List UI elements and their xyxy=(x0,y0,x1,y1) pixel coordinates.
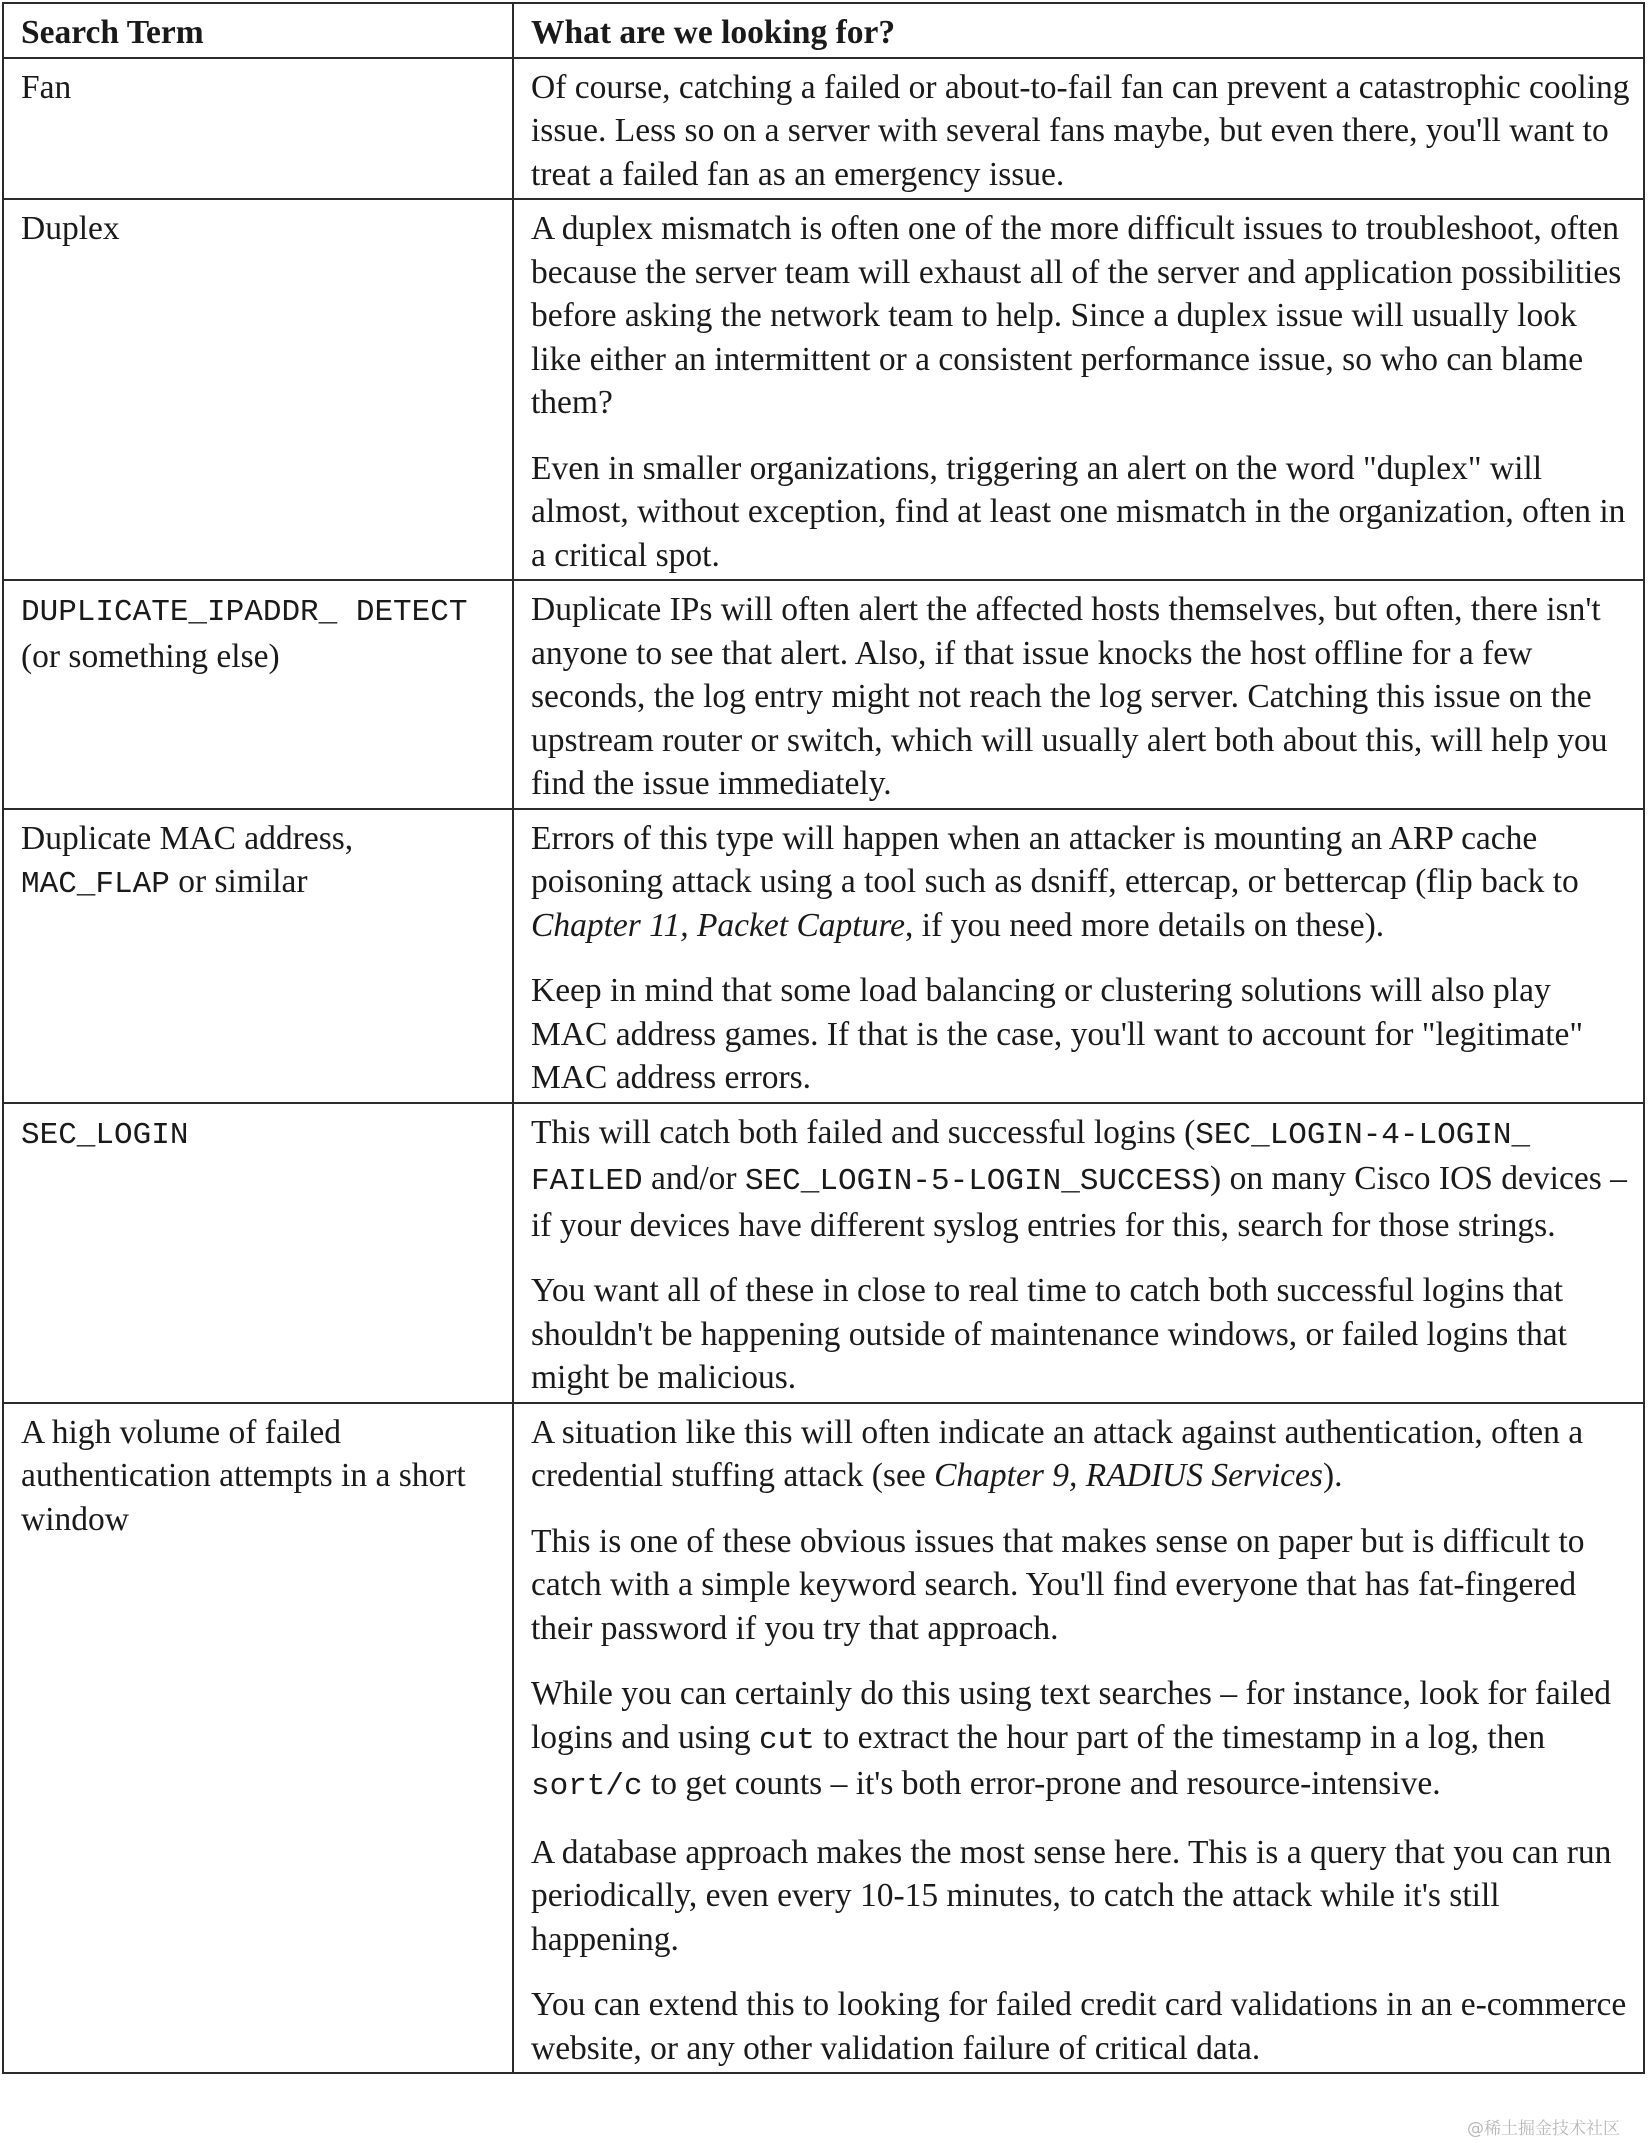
term-text: A high volume of failed authentication attempts in a short window xyxy=(21,1413,466,1538)
term-text xyxy=(21,588,502,678)
inline-code: SEC_LOGIN-4-LOGIN_ FAILED xyxy=(531,1117,1531,1199)
description-cell xyxy=(513,1103,1644,1403)
description-cell xyxy=(513,809,1644,1103)
term-cell xyxy=(3,1103,513,1403)
text-run: ). xyxy=(1322,1457,1343,1494)
table-row xyxy=(3,1103,1644,1403)
term-cell xyxy=(3,580,513,809)
description-paragraph: Even in smaller organizations, triggering an alert on the word "duplex" will almost, without exception, find at least one mismatch in the organization, often in a critical spot. xyxy=(531,449,1626,574)
description-paragraph: A database approach makes the most sense here. This is a query that you can run periodically, even every 10-15 minutes, to catch the attack while it's still happening. xyxy=(531,1833,1612,1958)
description-paragraph: Keep in mind that some load balancing or clustering solutions will also play MAC address games. If that is the case, you'll want to account for "legitimate" MAC address errors. xyxy=(531,972,1584,1096)
chapter-reference: Chapter 11, Packet Capture xyxy=(531,906,906,944)
table-row xyxy=(3,1403,1644,2074)
description-cell xyxy=(513,1403,1644,2074)
description-paragraph: Duplicate IPs will often alert the affected hosts themselves, but often, there isn't anyone to see that alert. Also, if that issue knocks the host offline for a few seconds, the log entry might not reach the log server. Catching this issue on the upstream router or switch, which will usually alert both about this, will help you find the issue immediately. xyxy=(531,591,1608,802)
inline-code: SEC_LOGIN-5-LOGIN_SUCCESS xyxy=(744,1164,1211,1199)
term-cell xyxy=(3,58,513,200)
term-code: DUPLICATE_IPADDR_ DETECT xyxy=(21,595,468,630)
search-term-table xyxy=(2,2,1645,2074)
text-run: This will catch both failed and successful logins ( xyxy=(531,1113,1196,1151)
inline-code: cut xyxy=(759,1722,815,1758)
term-cell xyxy=(3,809,513,1103)
term-text: Duplex xyxy=(21,210,120,247)
term-cell xyxy=(3,199,513,580)
description-paragraph: You can extend this to looking for failed credit card validations in an e-commerce website, or any other validation failure of critical data. xyxy=(531,1986,1627,2067)
term-text xyxy=(21,1111,502,1158)
description-paragraph xyxy=(531,1672,1635,1809)
chapter-reference: Chapter 9, RADIUS Services xyxy=(934,1457,1323,1494)
term-cell xyxy=(3,1403,513,2074)
text-run: and/or xyxy=(642,1160,745,1197)
text-run: A situation like this will often indicate an attack against authentication, often a credential stuffing attack (see xyxy=(531,1413,1584,1494)
term-suffix: or similar xyxy=(169,863,308,900)
description-paragraph: This is one of these obvious issues that makes sense on paper but is difficult to catch with a simple keyword search. You'll find everyone that has fat-fingered their password if you try that approach. xyxy=(531,1522,1585,1647)
term-suffix: (or something else) xyxy=(21,637,280,675)
description-cell xyxy=(513,199,1644,580)
description-paragraph xyxy=(531,1411,1635,1498)
watermark: @稀土掘金技术社区 xyxy=(1467,2119,1620,2139)
description-paragraph: You want all of these in close to real time to catch both successful logins that shouldn't be happening outside of maintenance windows, or failed logins that might be malicious. xyxy=(531,1272,1567,1396)
text-run: While you can certainly do this using text searches – for instance, look for failed logins and using xyxy=(531,1675,1612,1756)
text-run: , if you need more details on these). xyxy=(905,906,1385,944)
description-cell xyxy=(513,58,1644,200)
description-paragraph xyxy=(531,817,1635,948)
description-paragraph: Of course, catching a failed or about-to-fail fan can prevent a catastrophic cooling issue. Less so on a server with several fans maybe, but even there, you'll want to treat a failed fan as an emergency issue. xyxy=(531,68,1630,193)
text-run: to get counts – it's both error-prone and resource-intensive. xyxy=(642,1765,1441,1802)
description-paragraph xyxy=(531,1111,1635,1248)
description-cell xyxy=(513,580,1644,809)
description-paragraph: A duplex mismatch is often one of the more difficult issues to troubleshoot, often because the server team will exhaust all of the server and application possibilities before asking the network team to help. Since a duplex issue will usually look like either an intermittent or a consistent performance issue, so who can blame them? xyxy=(531,210,1622,421)
header-what-looking-for: What are we looking for? xyxy=(513,3,1644,58)
text-run: Errors of this type will happen when an attacker is mounting an ARP cache poisoning attack using a tool such as dsniff, ettercap, or bettercap (flip back to xyxy=(531,819,1579,900)
text-run: to extract the hour part of the timestamp in a log, then xyxy=(814,1718,1546,1756)
table-row xyxy=(3,58,1644,200)
term-text: Fan xyxy=(21,68,72,106)
table-row xyxy=(3,580,1644,809)
table-header-row xyxy=(3,3,1644,58)
table-row xyxy=(3,199,1644,580)
inline-code: sort/c xyxy=(531,1769,643,1804)
term-line1: Duplicate MAC address, xyxy=(21,819,354,857)
term-code: SEC_LOGIN xyxy=(21,1117,189,1153)
term-code: MAC_FLAP xyxy=(21,867,170,902)
table-row xyxy=(3,809,1644,1103)
term-text xyxy=(21,817,502,907)
text-run: ) on many Cisco IOS devices – if your devices have different syslog entries for this, search for those strings. xyxy=(531,1160,1627,1244)
header-search-term: Search Term xyxy=(3,3,513,58)
